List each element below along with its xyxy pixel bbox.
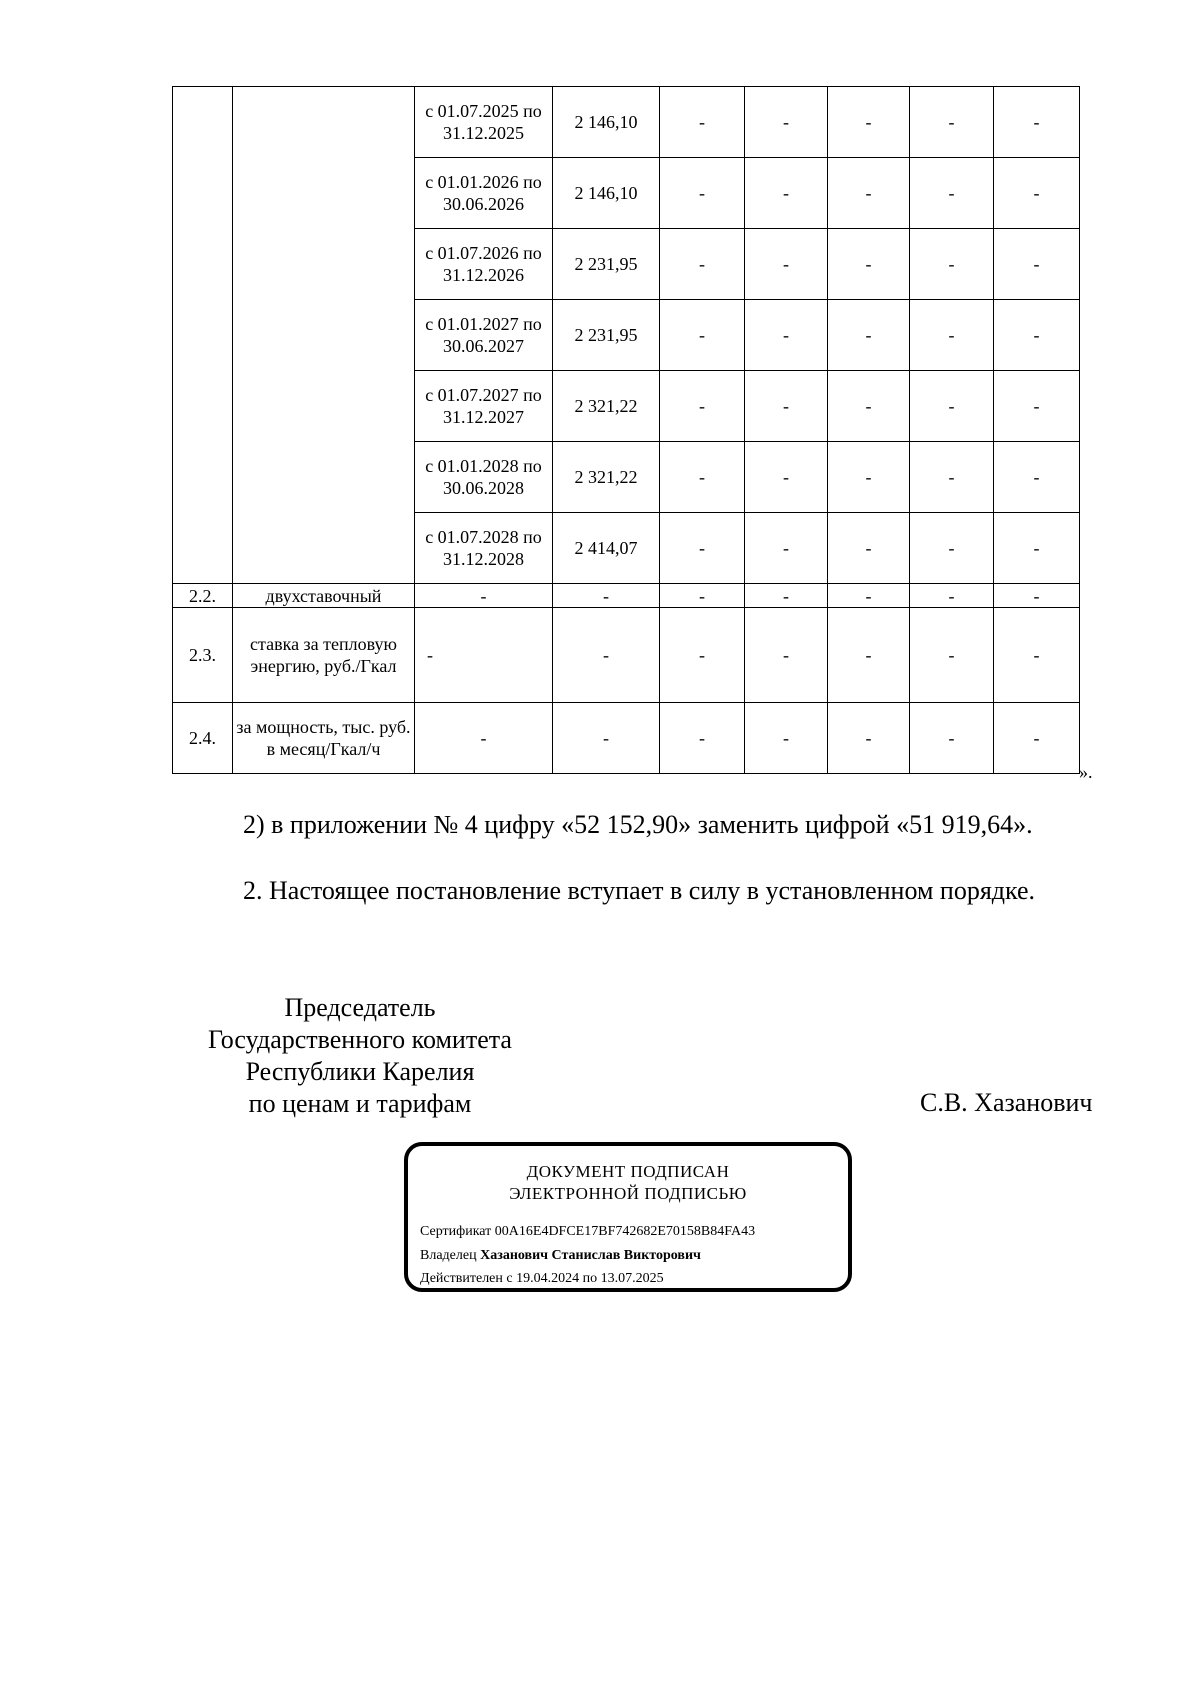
dash-cell: - [745, 608, 828, 703]
certificate-value: 00A16E4DFCE17BF742682E70158B84FA43 [494, 1224, 756, 1239]
value-cell: 2 231,95 [553, 300, 660, 371]
dash-cell: - [910, 513, 994, 584]
dash-cell: - [660, 300, 745, 371]
dash-cell: - [828, 158, 910, 229]
e-signature-stamp [404, 1142, 852, 1292]
dash-cell: - [660, 371, 745, 442]
dash-cell: - [910, 158, 994, 229]
period-cell: с 01.01.2026 по 30.06.2026 [415, 158, 553, 229]
dash-cell: - [994, 229, 1080, 300]
closing-quote: ». [1079, 762, 1093, 782]
table-row [173, 87, 1080, 158]
empty-num-cell [173, 87, 233, 584]
period-cell: с 01.07.2025 по 31.12.2025 [415, 87, 553, 158]
row-label: ставка за тепловую энергию, руб./Гкал [233, 608, 415, 703]
owner-label: Владелец [420, 1248, 477, 1263]
dash-cell: - [828, 87, 910, 158]
dash-cell: - [994, 300, 1080, 371]
dash-cell: - [660, 584, 745, 608]
dash-cell: - [660, 703, 745, 774]
dash-cell: - [415, 584, 553, 608]
row-label: за мощность, тыс. руб. в месяц/Гкал/ч [233, 703, 415, 774]
dash-cell: - [745, 87, 828, 158]
dash-cell: - [994, 703, 1080, 774]
dash-cell: - [994, 87, 1080, 158]
row-label: двухставочный [233, 584, 415, 608]
dash-cell: - [828, 300, 910, 371]
dash-cell: - [415, 703, 553, 774]
row-number: 2.3. [173, 608, 233, 703]
dash-cell: - [828, 229, 910, 300]
validity-to: 13.07.2025 [600, 1271, 664, 1286]
amendment-paragraph: 2) в приложении № 4 цифру «52 152,90» заменить цифрой «51 919,64». [243, 810, 1033, 839]
dash-cell: - [828, 371, 910, 442]
period-cell: с 01.07.2026 по 31.12.2026 [415, 229, 553, 300]
dash-cell: - [910, 584, 994, 608]
dash-cell: - [553, 584, 660, 608]
dash-cell: - [994, 513, 1080, 584]
table-row [173, 608, 1080, 703]
dash-cell: - [553, 608, 660, 703]
row-number: 2.2. [173, 584, 233, 608]
owner-value: Хазанович Станислав Викторович [480, 1248, 701, 1263]
dash-cell: - [910, 300, 994, 371]
position-line: Государственного комитета [208, 1025, 512, 1054]
dash-cell: - [553, 703, 660, 774]
signer-name: С.В. Хазанович [920, 1088, 1093, 1117]
period-cell: с 01.01.2028 по 30.06.2028 [415, 442, 553, 513]
dash-cell: - [745, 703, 828, 774]
dash-cell: - [828, 584, 910, 608]
period-cell: с 01.07.2027 по 31.12.2027 [415, 371, 553, 442]
owner-line [420, 1248, 701, 1264]
effective-paragraph: 2. Настоящее постановление вступает в силу в установленном порядке. [243, 876, 1036, 905]
position-line: по ценам и тарифам [248, 1089, 472, 1118]
stamp-title: ДОКУМЕНТ ПОДПИСАН [526, 1162, 730, 1181]
signer-position [150, 992, 570, 1120]
dash-cell: - [910, 703, 994, 774]
value-cell: 2 146,10 [553, 87, 660, 158]
value-cell: 2 414,07 [553, 513, 660, 584]
dash-cell: - [660, 87, 745, 158]
tariff-table [172, 86, 1080, 774]
dash-cell: - [910, 87, 994, 158]
dash-cell: - [660, 608, 745, 703]
dash-cell: - [910, 371, 994, 442]
dash-cell: - [828, 703, 910, 774]
dash-cell: - [745, 158, 828, 229]
value-cell: 2 231,95 [553, 229, 660, 300]
table-row [173, 584, 1080, 608]
table-row [173, 703, 1080, 774]
dash-cell: - [828, 442, 910, 513]
dash-cell: - [910, 608, 994, 703]
validity-line [420, 1271, 664, 1287]
value-cell: 2 146,10 [553, 158, 660, 229]
dash-cell: - [910, 442, 994, 513]
dash-cell: - [828, 513, 910, 584]
dash-cell: - [994, 608, 1080, 703]
certificate-label: Сертификат [420, 1224, 492, 1239]
dash-cell: - [745, 300, 828, 371]
validity-from-prefix: с [506, 1271, 513, 1286]
validity-from: 19.04.2024 [516, 1271, 580, 1286]
dash-cell: - [745, 229, 828, 300]
certificate-line [420, 1224, 755, 1240]
dash-cell: - [660, 158, 745, 229]
dash-cell: - [910, 229, 994, 300]
dash-cell: - [745, 513, 828, 584]
stamp-subtitle: ЭЛЕКТРОННОЙ ПОДПИСЬЮ [509, 1184, 747, 1203]
row-number: 2.4. [173, 703, 233, 774]
dash-cell: - [994, 442, 1080, 513]
validity-to-prefix: по [582, 1271, 598, 1286]
dash-cell: - [745, 371, 828, 442]
period-cell: с 01.01.2027 по 30.06.2027 [415, 300, 553, 371]
dash-cell: - [994, 371, 1080, 442]
dash-cell: - [660, 229, 745, 300]
value-cell: 2 321,22 [553, 442, 660, 513]
dash-cell: - [415, 608, 553, 703]
dash-cell: - [994, 158, 1080, 229]
validity-label: Действителен [420, 1271, 503, 1286]
empty-label-cell [233, 87, 415, 584]
tariff-table-body [173, 87, 1080, 774]
value-cell: 2 321,22 [553, 371, 660, 442]
dash-cell: - [660, 513, 745, 584]
dash-cell: - [745, 442, 828, 513]
dash-cell: - [745, 584, 828, 608]
period-cell: с 01.07.2028 по 31.12.2028 [415, 513, 553, 584]
dash-cell: - [828, 608, 910, 703]
position-line: Председатель [284, 993, 436, 1022]
dash-cell: - [660, 442, 745, 513]
dash-cell: - [994, 584, 1080, 608]
position-line: Республики Карелия [245, 1057, 475, 1086]
